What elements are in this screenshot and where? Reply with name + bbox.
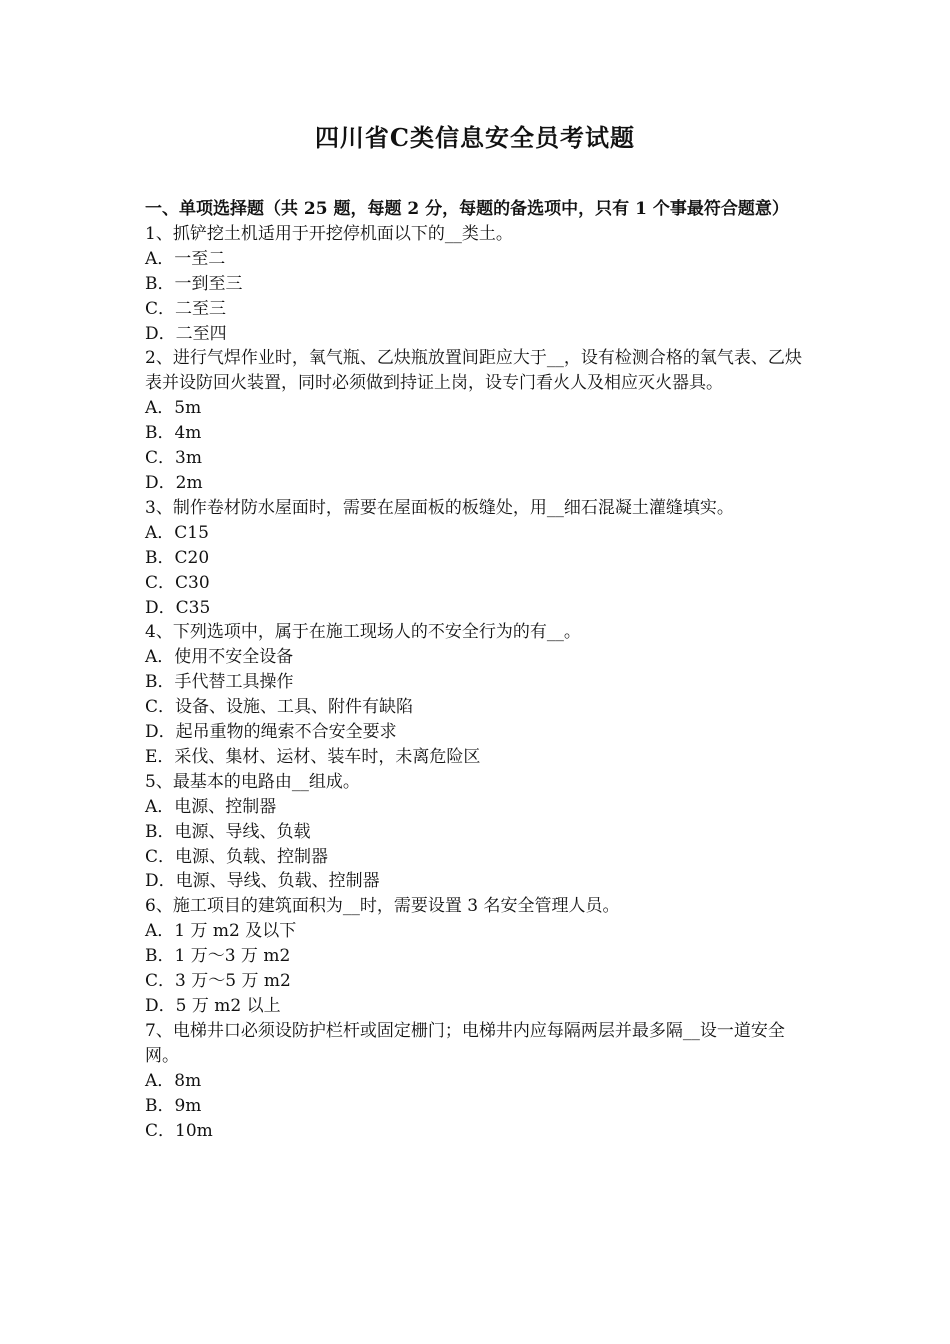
- option: D．起吊重物的绳索不合安全要求: [145, 722, 397, 743]
- question-1: [145, 222, 810, 347]
- section-heading: 一、单项选择题（共 25 题，每题 2 分，每题的备选项中，只有 1 个事最符合题意）: [145, 199, 789, 219]
- question-stem: 2、进行气焊作业时，氧气瓶、乙炔瓶放置间距应大于__，设有检测合格的氧气表、乙炔表并设防回火装置，同时必须做到持证上岗，设专门看火人及相应灭火器具。: [145, 348, 802, 394]
- option: D．二至四: [145, 323, 227, 344]
- option: B．1 万～3 万 m2: [145, 946, 291, 967]
- question-stem: 4、下列选项中，属于在施工现场人的不安全行为的有__。: [145, 622, 581, 643]
- option: C．10m: [145, 1120, 213, 1141]
- option: C．3m: [145, 448, 202, 469]
- document-title: 四川省C类信息安全员考试题: [314, 123, 636, 152]
- option: A．电源、控制器: [145, 796, 277, 817]
- question-3: [145, 496, 810, 621]
- option: B．电源、导线、负载: [145, 821, 311, 842]
- option: C．3 万～5 万 m2: [145, 971, 291, 992]
- option: E．采伐、集材、运材、装车时，未离危险区: [145, 746, 481, 767]
- option: B．手代替工具操作: [145, 672, 294, 693]
- option: A．一至二: [145, 248, 226, 269]
- question-5: [145, 770, 810, 895]
- option: A．C15: [145, 522, 209, 543]
- option: A．使用不安全设备: [145, 647, 294, 668]
- option: A．8m: [145, 1070, 202, 1091]
- question-stem: 7、电梯井口必须设防护栏杆或固定栅门；电梯井内应每隔两层并最多隔__设一道安全网。: [145, 1020, 785, 1066]
- option: C．设备、设施、工具、附件有缺陷: [145, 697, 414, 718]
- option: A．1 万 m2 及以下: [145, 921, 297, 942]
- question-stem: 1、抓铲挖土机适用于开挖停机面以下的__类土。: [145, 223, 513, 244]
- question-4: [145, 620, 810, 769]
- option: B．4m: [145, 423, 202, 444]
- question-2: [145, 346, 810, 495]
- option: A．5m: [145, 398, 202, 419]
- question-stem: 3、制作卷材防水屋面时，需要在屋面板的板缝处，用__细石混凝土灌缝填实。: [145, 497, 734, 518]
- option: C．C30: [145, 572, 210, 593]
- option: D．电源、导线、负载、控制器: [145, 871, 380, 892]
- exam-content: [145, 197, 810, 1143]
- question-stem: 6、施工项目的建筑面积为__时，需要设置 3 名安全管理人员。: [145, 896, 620, 917]
- option: D．2m: [145, 472, 203, 493]
- option: D．5 万 m2 以上: [145, 996, 281, 1016]
- option: D．C35: [145, 597, 211, 618]
- question-6: [145, 894, 810, 1019]
- option: C．电源、负载、控制器: [145, 846, 329, 867]
- question-7: [145, 1019, 810, 1144]
- question-stem: 5、最基本的电路由__组成。: [145, 771, 360, 792]
- option: B．一到至三: [145, 273, 243, 294]
- option: C．二至三: [145, 298, 227, 319]
- option: B．C20: [145, 547, 210, 568]
- option: B．9m: [145, 1095, 202, 1116]
